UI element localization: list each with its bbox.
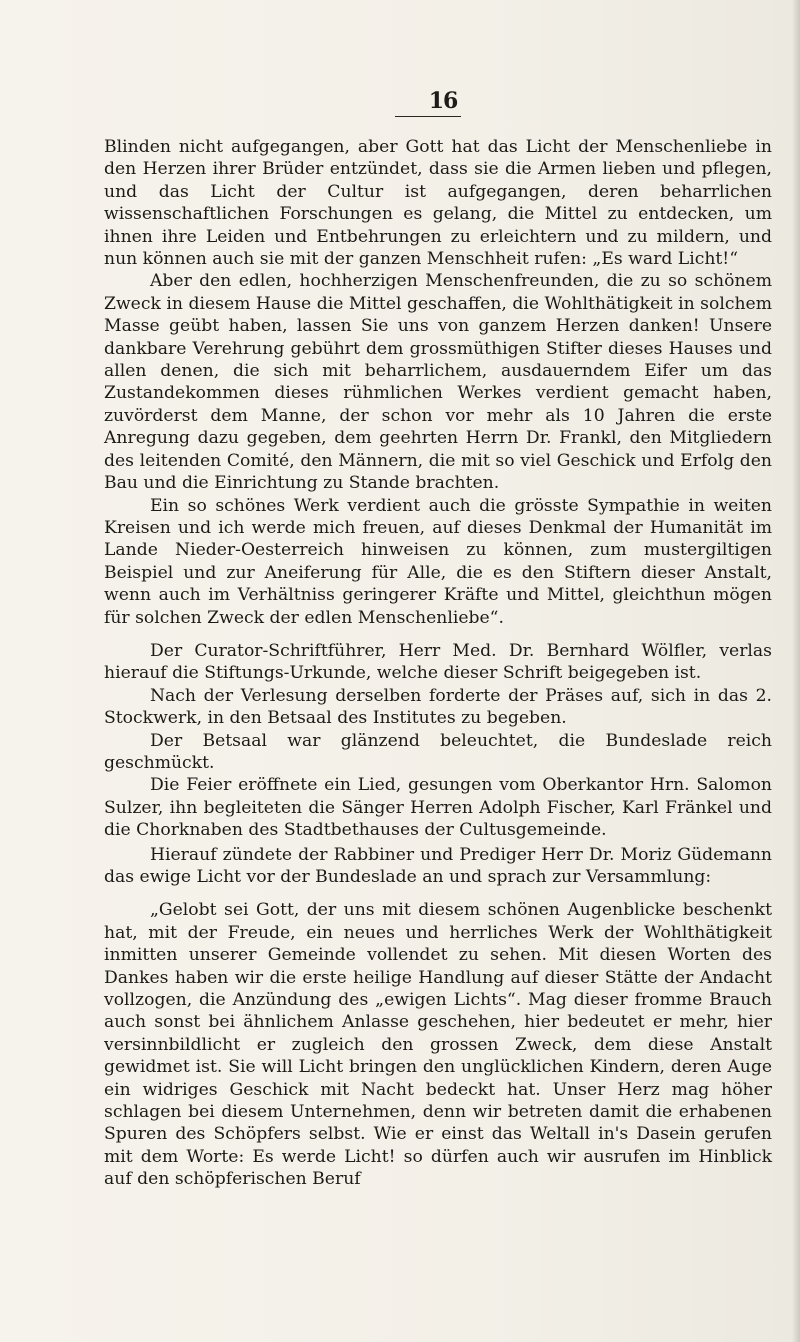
paragraph-5: Nach der Verlesung derselben forderte der Präses auf, sich in das 2. Stockwerk, in den Betsaal des Institutes zu begeben. — [104, 685, 772, 729]
paragraph-7: Die Feier eröffnete ein Lied, gesungen vom Oberkantor Hrn. Salomon Sulzer, ihn begleiteten die Sänger Herren Adolph Fischer, Karl Fränkel und die Chorknaben des Stadtbethauses der Cultusgemeinde. — [104, 775, 772, 841]
paragraph-2: Aber den edlen, hochherzigen Menschenfreunden, die zu so schönem Zweck in diesem Hause die Mittel geschaffen, die Wohlthätigkeit in solchem Masse geübt haben, lassen Sie uns von ganzem Herzen danken! Unsere dankbare Verehrung gebührt dem grossmüthigen Stifter dieses Hauses und allen denen, die sich mit beharrlichem, ausdauerndem Eifer um das Zustandekommen dieses rühmlichen Werkes verdient gemacht haben, zuvörderst dem Manne, der schon vor mehr als 10 Jahren die erste Anregung dazu gegeben, dem geehrten Herrn Dr. Frankl, den Mitgliedern des leitenden Comité, den Männern, die mit so viel Geschick und Erfolg den Bau und die Einrichtung zu Stande brachten. — [104, 271, 772, 494]
page-number-rule — [395, 116, 461, 117]
body-text — [104, 136, 772, 1191]
paragraph-8: Hierauf zündete der Rabbiner und Prediger Herr Dr. Moriz Güdemann das ewige Licht vor der Bundeslade an und sprach zur Versammlung: — [104, 844, 772, 887]
paragraph-1: Blinden nicht aufgegangen, aber Gott hat das Licht der Menschenliebe in den Herzen ihrer Brüder entzündet, dass sie die Armen lieben und pflegen, und das Licht der Cultur ist aufgegangen, deren beharrlichen wissenschaftlichen Forschungen es gelang, die Mittel zu entdecken, um ihnen ihre Leiden und Entbehrungen zu erleichtern und zu mildern, und nun können auch sie mit der ganzen Menschheit rufen: „Es ward Licht!“ — [104, 137, 772, 270]
page-edge-shadow — [792, 0, 800, 1342]
paragraph-4: Der Curator-Schriftführer, Herr Med. Dr. Bernhard Wölfler, verlas hierauf die Stiftungs-Urkunde, welche dieser Schrift beigegeben ist. — [104, 640, 772, 684]
page-number: 16 — [428, 88, 458, 114]
paragraph-9: „Gelobt sei Gott, der uns mit diesem schönen Augenblicke beschenkt hat, mit der Freude, ein neues und herrliches Werk der Wohlthätigkeit inmitten unserer Gemeinde vollendet zu sehen. Mit diesen Worten des Dankes haben wir die erste heilige Handlung auf dieser Stätte der Andacht vollzogen, die Anzündung des „ewigen Lichts“. Mag dieser fromme Brauch auch sonst bei ähnlichem Anlasse geschehen, hier bedeutet er mehr, hier versinnbildlicht er zugleich den grossen Zweck, dem diese Anstalt gewidmet ist. Sie will Licht bringen den unglücklichen Kindern, deren Auge ein widriges Geschick mit Nacht bedeckt hat. Unser Herz mag höher schlagen bei diesem Unternehmen, denn wir betreten damit die erhabenen Spuren des Schöpfers selbst. Wie er einst das Weltall in's Dasein gerufen mit dem Worte: Es werde Licht! so dürfen auch wir ausrufen im Hinblick auf den schöpferischen Beruf — [104, 900, 772, 1190]
paragraph-6: Der Betsaal war glänzend beleuchtet, die Bundeslade reich geschmückt. — [104, 730, 772, 773]
paragraph-3: Ein so schönes Werk verdient auch die grösste Sympathie in weiten Kreisen und ich werde mich freuen, auf dieses Denkmal der Humanität im Lande Nieder-Oesterreich hinweisen zu können, zum mustergiltigen Beispiel und zur Aneiferung für Alle, die es den Stiftern dieser Anstalt, wenn auch im Verhältniss geringerer Kräfte und Mittel, gleichthun mögen für solchen Zweck der edlen Menschenliebe“. — [104, 495, 772, 628]
